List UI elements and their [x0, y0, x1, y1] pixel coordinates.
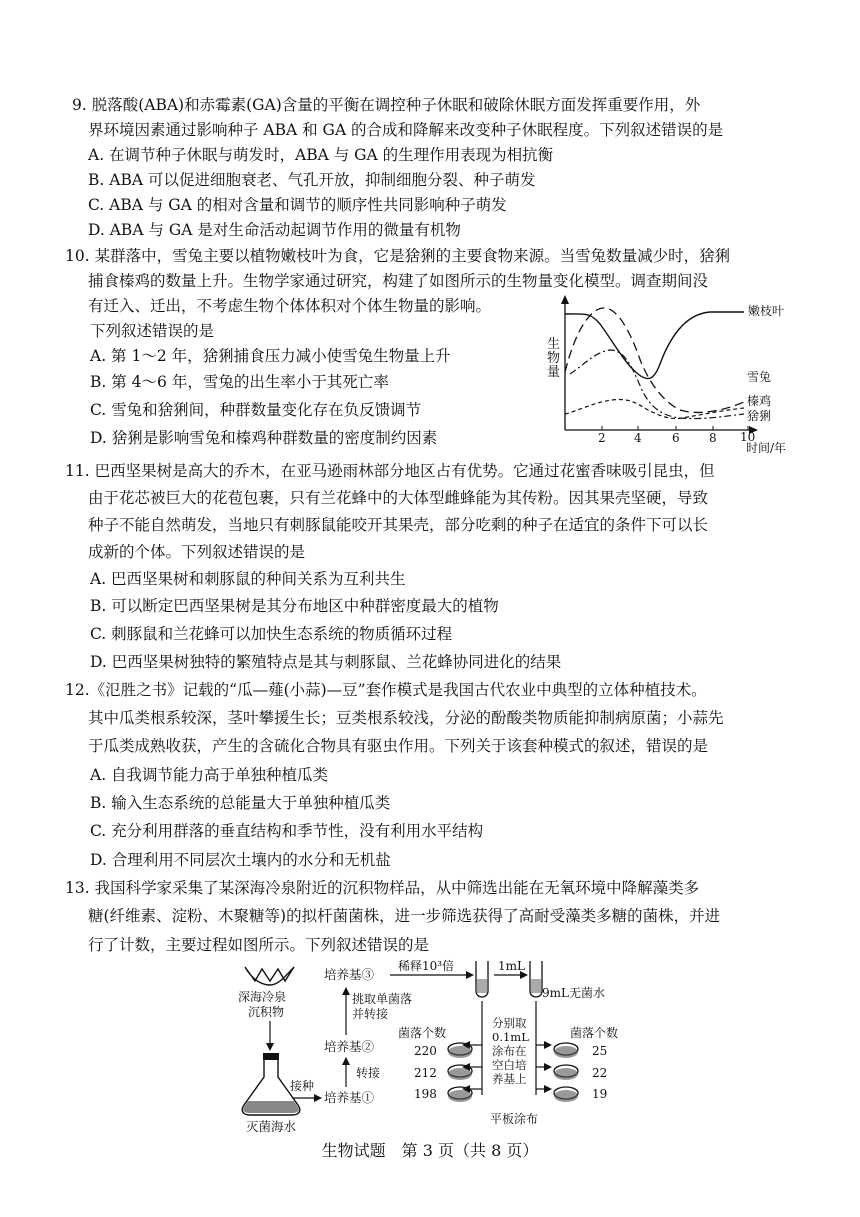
left-count-3: 198: [414, 1087, 437, 1101]
pick-arrowhead: [342, 987, 350, 995]
grouse-biomass-curve: [565, 399, 744, 418]
right-petri-dish-2: [554, 1065, 578, 1080]
q10-option-b: B. 第 4～6 年，雪兔的出生率小于其死亡率: [90, 373, 389, 391]
q10-option-c: C. 雪兔和猞猁间，种群数量变化存在负反馈调节: [90, 401, 422, 419]
right-petri-dish-3: [554, 1087, 578, 1102]
q11-option-a: A. 巴西坚果树和刺豚鼠的种间关系为互利共生: [90, 570, 406, 588]
transfer-arrowhead: [342, 1057, 350, 1065]
x-tick-label-2: 2: [598, 431, 606, 445]
q12-option-d: D. 合理利用不同层次土壤内的水分和无机盐: [90, 851, 391, 869]
q13-stem-line3: 行了计数，主要过程如图所示。下列叙述错误的是: [88, 936, 430, 954]
transfer-label: 转接: [356, 1066, 381, 1080]
q12-option-a: A. 自我调节能力高于单独种植瓜类: [90, 766, 329, 784]
pick-label-1: 挑取单菌落: [352, 992, 413, 1006]
right-arrowhead-3: [544, 1085, 552, 1093]
q10-option-d: D. 猞猁是影响雪兔和榛鸡种群数量的密度制约因素: [90, 429, 438, 447]
dilute-arrowhead: [466, 971, 474, 979]
sediment-icon: [245, 967, 294, 985]
hare-label: 雪兔: [747, 370, 772, 384]
right-arrowhead-2: [544, 1063, 552, 1071]
q12-stem-line1: 12.《氾胜之书》记载的“瓜—薤(小蒜)—豆”套作模式是我国古代农业中典型的立体种植技术。: [65, 681, 707, 699]
lynx-label: 猞猁: [747, 409, 772, 423]
test-tube-2-liquid: [531, 979, 541, 993]
q9-option-c: C. ABA 与 GA 的相对含量和调节的顺序性共同影响种子萌发: [88, 196, 507, 214]
q9-option-b: B. ABA 可以促进细胞衰老、气孔开放，抑制细胞分裂、种子萌发: [88, 171, 536, 189]
q13-stem-line2: 糖(纤维素、淀粉、木聚糖等)的拟杆菌菌株，进一步筛选获得了高耐受藻类多糖的菌株，并进: [88, 907, 721, 925]
seawater-label: 灭菌海水: [246, 1119, 297, 1134]
x-tick-label-8: 8: [709, 431, 717, 445]
right-petri-dish-1: [554, 1043, 578, 1058]
right-count-1: 25: [592, 1044, 608, 1058]
flask-stopper: [263, 1053, 279, 1060]
screening-diagram: [230, 955, 650, 1135]
dilute-label: 稀释10³倍: [398, 959, 455, 973]
right-arrowhead-1: [544, 1041, 552, 1049]
q11-stem-line3: 种子不能自然萌发，当地只有刺豚鼠能咬开其果壳，部分吃剩的种子在适宜的条件下可以长: [88, 516, 709, 534]
medium-2: 培养基②: [324, 1039, 375, 1054]
q10-option-a: A. 第 1～2 年，猞猁捕食压力减小使雪兔生物量上升: [90, 347, 451, 365]
right-count-2: 22: [592, 1066, 608, 1080]
left-petri-dish-2: [448, 1065, 472, 1080]
left-count-2: 212: [414, 1066, 437, 1080]
q12-option-c: C. 充分利用群落的垂直结构和季节性，没有利用水平结构: [90, 822, 484, 840]
left-colony-count-header: 菌落个数: [398, 1026, 447, 1040]
q10-stem-line3: 有迁入、迁出，不考虑生物个体体积对个体生物量的影响。: [88, 297, 492, 315]
inoculate-label: 接种: [290, 1079, 315, 1093]
q12-stem-line2: 其中瓜类根系较深，茎叶攀援生长；豆类根系较浅，分泌的酚酸类物质能抑制病原菌；小蒜先: [88, 709, 724, 727]
q11-option-b: B. 可以断定巴西坚果树是其分布地区中种群密度最大的植物: [90, 597, 499, 615]
q9-option-a: A. 在调节种子休眠与萌发时，ABA 与 GA 的生理作用表现为相抗衡: [88, 146, 554, 164]
sediment-arrowhead: [266, 1043, 274, 1051]
test-tube-1-liquid: [477, 979, 487, 993]
left-petri-dish-3: [448, 1087, 472, 1102]
x-tick-label-10: 10: [740, 430, 756, 444]
q10-stem-line1: 10. 某群落中，雪兔主要以植物嫩枝叶为食，它是猞猁的主要食物来源。当雪兔数量减少时，猞猁: [65, 247, 731, 265]
x-tick-label-6: 6: [672, 431, 680, 445]
q12-stem-line3: 于瓜类成熟收获，产生的含硫化合物具有驱虫作用。下列关于该套种模式的叙述，错误的是: [88, 737, 709, 755]
x-axis-label: 时间/年: [746, 441, 787, 455]
y-axis-label-3: 量: [547, 365, 561, 380]
medium-1: 培养基①: [324, 1090, 375, 1105]
right-colony-count-header: 菌落个数: [570, 1026, 619, 1040]
lynx-biomass-curve: [570, 350, 744, 419]
twig-biomass-curve: [565, 312, 744, 379]
q9-option-d: D. ABA 与 GA 是对生命活动起调节作用的微量有机物: [88, 221, 461, 239]
q13-stem-line1: 13. 我国科学家采集了某深海冷泉附近的沉积物样品，从中筛选出能在无氧环境中降解藻类多: [65, 879, 700, 897]
q11-option-c: C. 刺豚鼠和兰花蜂可以加快生态系统的物质循环过程: [90, 625, 453, 643]
y-axis-label-2: 物: [547, 351, 561, 366]
grouse-label: 榛鸡: [747, 394, 772, 408]
q10-stem-line2: 捕食榛鸡的数量上升。生物学家通过研究，构建了如图所示的生物量变化模型。调查期间没: [88, 272, 709, 290]
q11-stem-line1: 11. 巴西坚果树是高大的乔木，在亚马逊雨林部分地区占有优势。它通过花蜜香味吸引昆虫，但: [65, 462, 715, 480]
q9-stem-line2: 界环境因素通过影响种子 ABA 和 GA 的合成和降解来改变种子休眠程度。下列叙述错误的是: [88, 121, 724, 139]
page-footer: 生物试题 第 3 页（共 8 页）: [321, 1141, 539, 1160]
plating-label: 平板涂布: [490, 1112, 539, 1126]
inoculate-arrowhead: [314, 1094, 322, 1102]
q10-stem-line4: 下列叙述错误的是: [90, 322, 215, 340]
twig-label: 嫩枝叶: [748, 304, 785, 318]
sediment-label-1: 深海冷泉: [238, 990, 287, 1004]
flask-liquid: [243, 1101, 299, 1113]
spread-label-5: 养基上: [492, 1072, 527, 1086]
spread-label-4: 空白培: [492, 1058, 527, 1072]
left-count-1: 220: [414, 1044, 437, 1058]
sediment-label-2: 沉积物: [248, 1005, 285, 1019]
hare-biomass-curve: [565, 308, 744, 412]
q12-option-b: B. 输入生态系统的总能量大于单独种植瓜类: [90, 794, 391, 812]
y-axis-label-1: 生: [547, 337, 561, 352]
x-tick-label-4: 4: [634, 431, 642, 445]
spread-label-1: 分别取: [492, 1016, 527, 1030]
right-count-3: 19: [592, 1087, 608, 1101]
one-ml-label: 1mL: [498, 959, 525, 973]
q11-option-d: D. 巴西坚果树独特的繁殖特点是其与刺豚鼠、兰花蜂协同进化的结果: [90, 653, 562, 671]
spread-label-3: 涂布在: [492, 1044, 527, 1058]
q9-stem-line1: 9. 脱落酸(ABA)和赤霉素(GA)含量的平衡在调控种子休眠和破除休眠方面发挥重要作用，外: [72, 96, 701, 114]
sterile-water-label: 9mL无菌水: [542, 986, 605, 1000]
left-petri-dish-1: [448, 1043, 472, 1058]
pick-label-2: 并转接: [352, 1007, 389, 1021]
biomass-graph: [540, 292, 800, 460]
spread-label-2: 0.1mL: [492, 1030, 529, 1044]
q11-stem-line2: 由于花芯被巨大的花苞包裹，只有兰花蜂中的大体型雌蜂能为其传粉。因其果壳坚硬，导致: [88, 489, 709, 507]
q11-stem-line4: 成新的个体。下列叙述错误的是: [88, 543, 306, 561]
medium-3: 培养基③: [324, 967, 375, 982]
y-axis-arrow: [561, 295, 569, 304]
